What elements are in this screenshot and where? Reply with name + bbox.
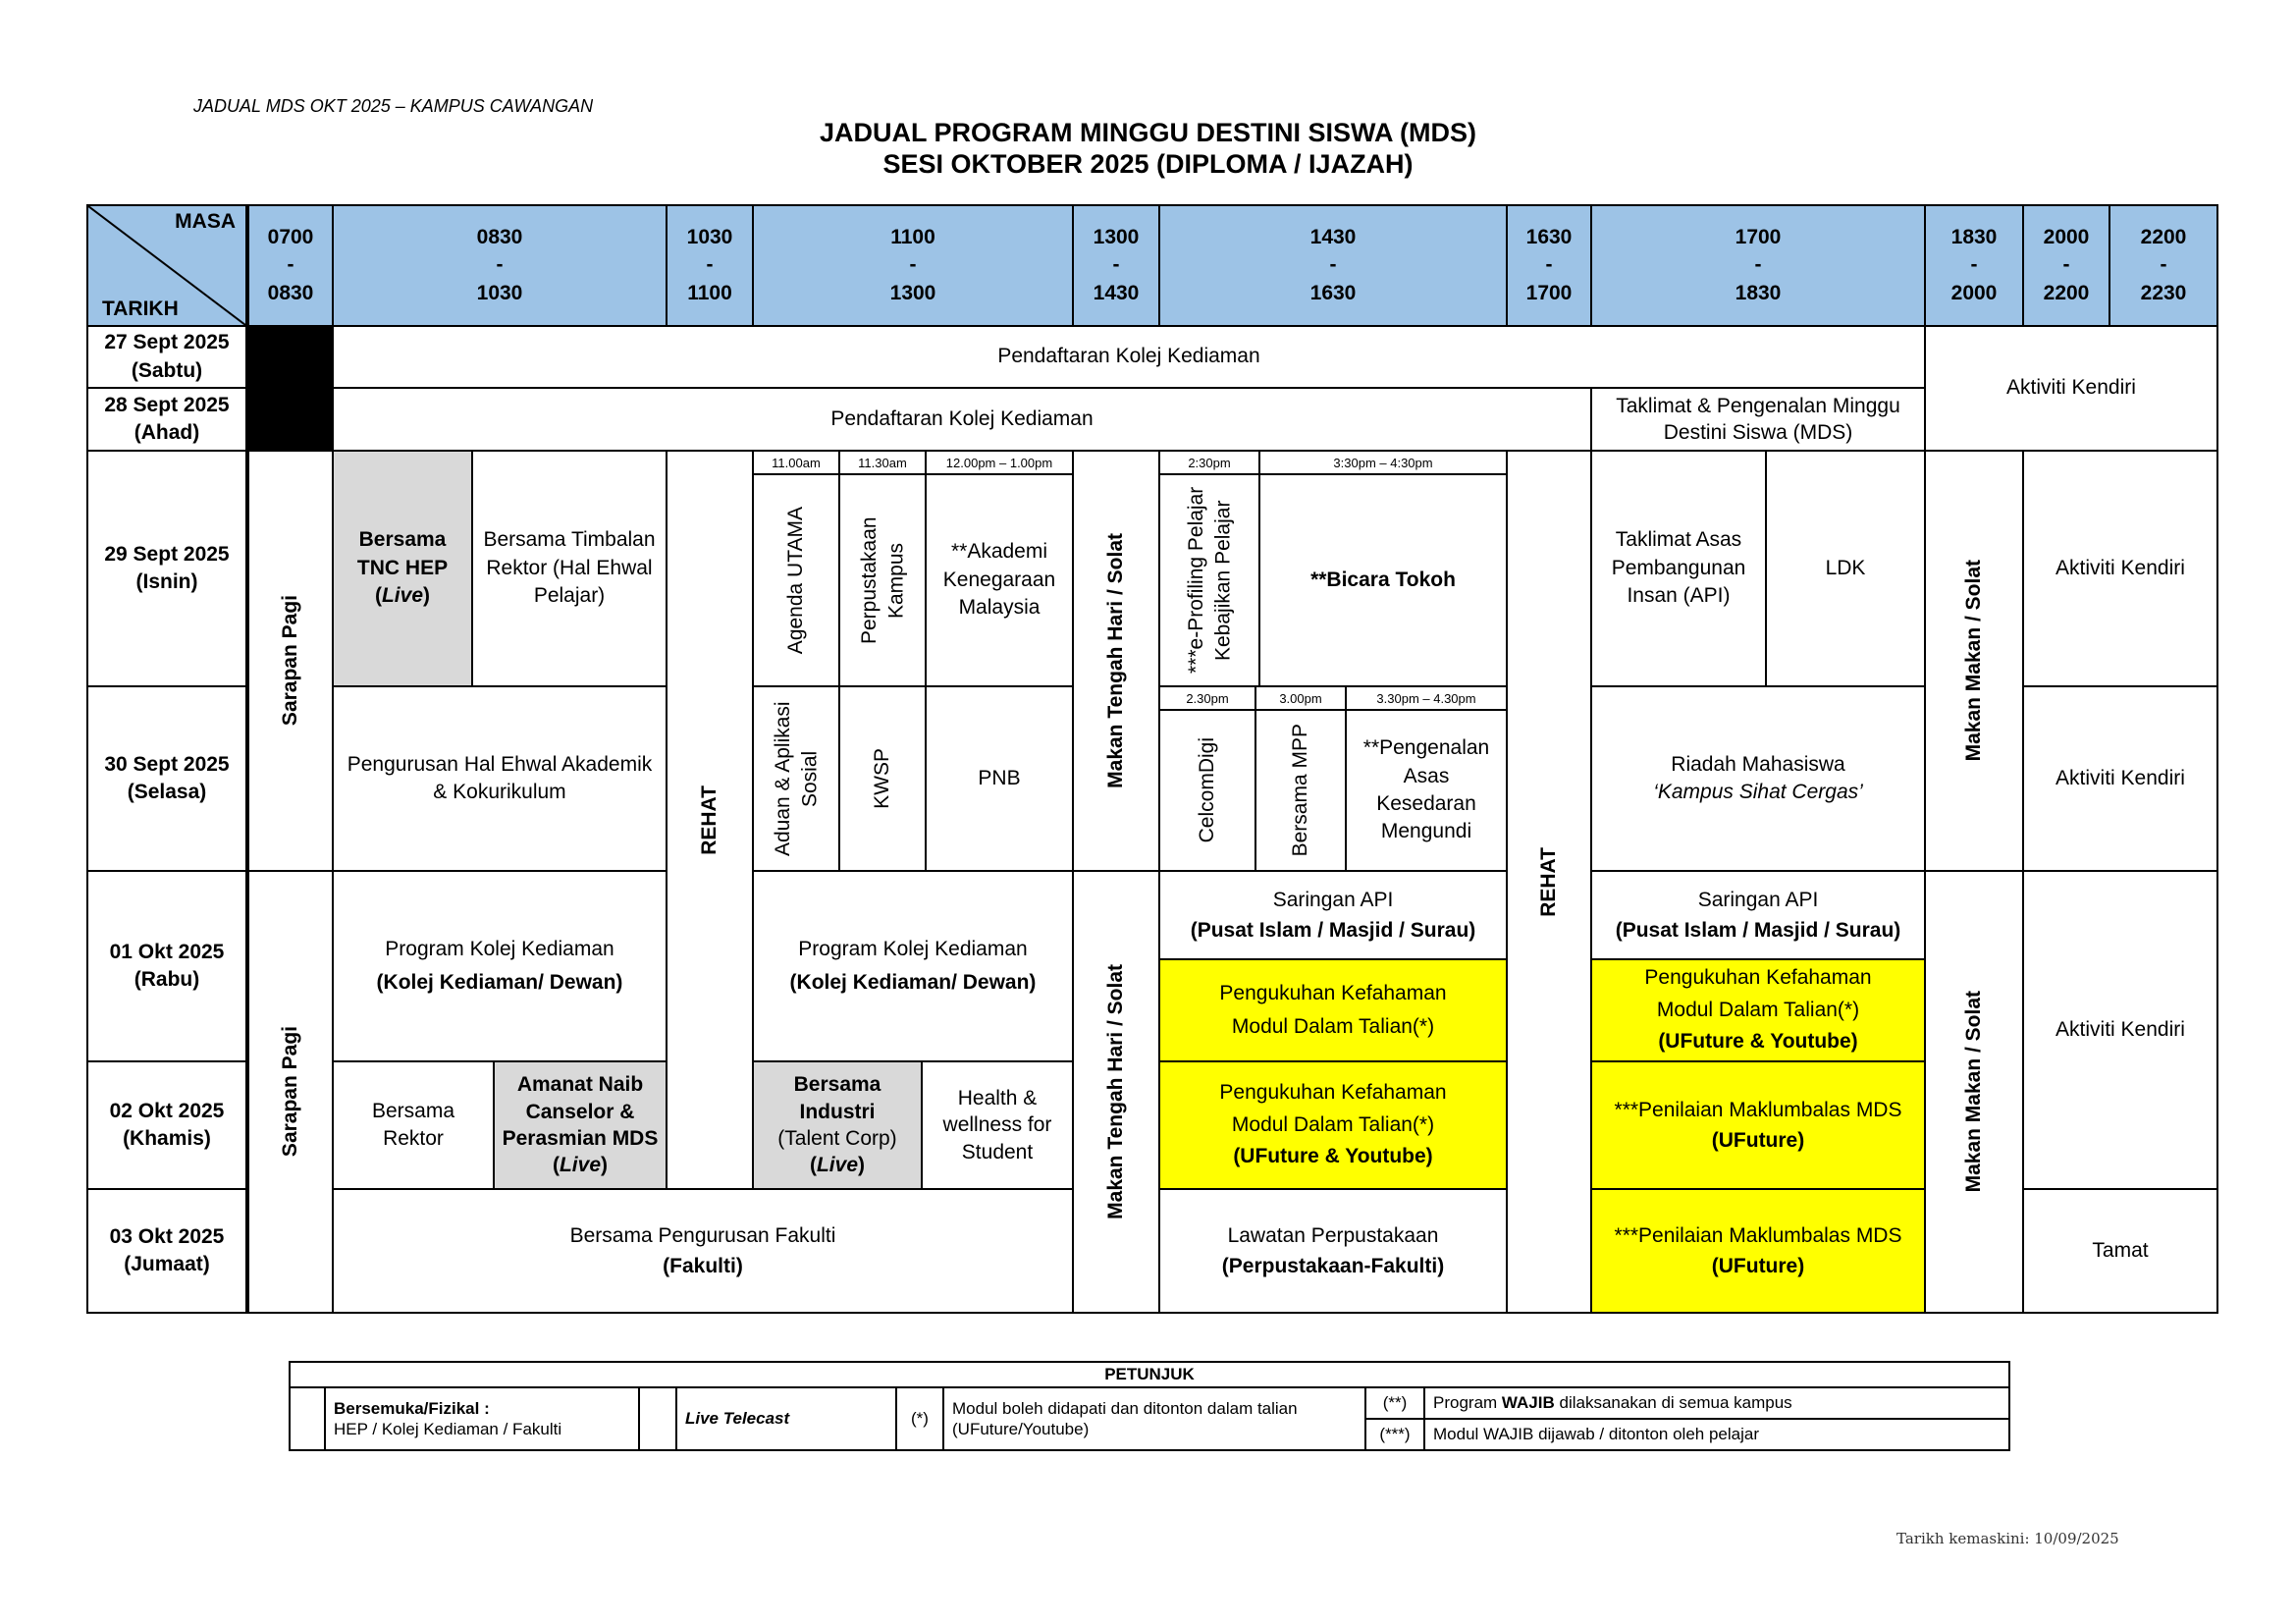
time-1200pm: 12.00pm – 1.00pm	[925, 450, 1074, 475]
pengurusan-hal-ehwal: Pengurusan Hal Ehwal Akademik & Kokurikulum	[332, 685, 667, 872]
time-1100am: 11.00am	[752, 450, 840, 475]
rehat-pagi: REHAT	[666, 450, 754, 1190]
bersama-timbalan-rektor: Bersama Timbalan Rektor (Hal Ehwal Pelajar)	[471, 450, 667, 687]
date-sat: 27 Sept 2025 (Sabtu)	[86, 325, 247, 389]
slot-0700: 0700 - 0830	[247, 204, 334, 327]
slot-2000: 2000 - 2200	[2022, 204, 2110, 327]
taklimat-sun: Taklimat & Pengenalan Minggu Destini Siswa (MDS)	[1590, 387, 1926, 452]
bersama-tnc-hep: Bersama TNC HEP (Live)	[332, 450, 473, 687]
program-kolej-kediaman-tengah-hari: Program Kolej Kediaman (Kolej Kediaman/ Dewan)	[752, 870, 1074, 1062]
aktiviti-kendiri-wed-thu: Aktiviti Kendiri	[2022, 870, 2218, 1190]
program-kolej-kediaman-pagi: Program Kolej Kediaman (Kolej Kediaman/ Dewan)	[332, 870, 667, 1062]
time-230pm-mon: 2:30pm	[1158, 450, 1260, 475]
tamat: Tamat	[2022, 1188, 2218, 1314]
time-300pm-tue: 3.00pm	[1255, 685, 1347, 711]
date-fri: 03 Okt 2025 (Jumaat)	[86, 1188, 247, 1314]
lawatan-perpustakaan: Lawatan Perpustakaan (Perpustakaan-Fakulti)	[1158, 1188, 1508, 1314]
sarapan-pagi-wed-fri: Sarapan Pagi	[247, 870, 334, 1314]
slot-1030: 1030 - 1100	[666, 204, 754, 327]
bersama-rektor: Bersama Rektor	[332, 1060, 495, 1190]
legend-title: PETUNJUK	[289, 1361, 2010, 1388]
legend-live: Live Telecast	[675, 1386, 897, 1451]
bersama-mpp: Bersama MPP	[1255, 709, 1347, 872]
makan-malam-mon-tue: Makan Makan / Solat	[1924, 450, 2024, 872]
e-profiling: ***e-Profiling Pelajar Kebajikan Pelajar	[1158, 473, 1260, 687]
date-sun: 28 Sept 2025 (Ahad)	[86, 387, 247, 452]
date-mon: 29 Sept 2025 (Isnin)	[86, 450, 247, 687]
live-tag: Live	[816, 1154, 859, 1177]
running-header: JADUAL MDS OKT 2025 – KAMPUS CAWANGAN	[193, 96, 594, 116]
penilaian-maklumbalas-fri: ***Penilaian Maklumbalas MDS (UFuture)	[1590, 1188, 1926, 1314]
masa-label: MASA	[175, 210, 236, 233]
pengenalan-asas-kesedaran-mengundi: **Pengenalan Asas Kesedaran Mengundi	[1345, 709, 1508, 872]
legend-tstar-mark: (***)	[1364, 1418, 1425, 1451]
date-thu: 02 Okt 2025 (Khamis)	[86, 1060, 247, 1190]
legend-fizikal: Bersemuka/Fizikal : HEP / Kolej Kediaman / Fakulti	[324, 1386, 640, 1451]
bersama-pengurusan-fakulti: Bersama Pengurusan Fakulti (Fakulti)	[332, 1188, 1074, 1314]
time-330pm-tue: 3.30pm – 4.30pm	[1345, 685, 1508, 711]
saringan-api-petang: Saringan API (Pusat Islam / Masjid / Surau)	[1158, 870, 1508, 960]
time-1130am: 11.30am	[838, 450, 927, 475]
celcomdigi: CelcomDigi	[1158, 709, 1256, 872]
pendaftaran-sat: Pendaftaran Kolej Kediaman	[332, 325, 1926, 389]
pendaftaran-sun: Pendaftaran Kolej Kediaman	[332, 387, 1592, 452]
time-230pm-tue: 2.30pm	[1158, 685, 1256, 711]
slot-1830: 1830 - 2000	[1924, 204, 2024, 327]
pengukuhan-kefahaman-wed-petang: Pengukuhan Kefahaman Modul Dalam Talian(*)	[1158, 958, 1508, 1062]
pnb: PNB	[925, 685, 1074, 872]
date-wed: 01 Okt 2025 (Rabu)	[86, 870, 247, 1062]
page-title-line2: SESI OKTOBER 2025 (DIPLOMA / IJAZAH)	[882, 149, 1414, 179]
date-tue: 30 Sept 2025 (Selasa)	[86, 685, 247, 872]
legend-dstar-mark: (**)	[1364, 1386, 1425, 1420]
legend-swatch-live	[638, 1386, 677, 1451]
rehat-petang: REHAT	[1506, 450, 1592, 1314]
slot-1100: 1100 - 1300	[752, 204, 1074, 327]
bicara-tokoh: **Bicara Tokoh	[1258, 473, 1508, 687]
slot-2200: 2200 - 2230	[2109, 204, 2218, 327]
page-title-line1: JADUAL PROGRAM MINGGU DESTINI SISWA (MDS)	[819, 118, 1476, 147]
legend-dstar-desc: Program WAJIB dilaksanakan di semua kampus	[1423, 1386, 2010, 1420]
updated-date: Tarikh kemaskini: 10/09/2025	[1896, 1530, 2119, 1547]
pengukuhan-kefahaman-wed-malam: Pengukuhan Kefahaman Modul Dalam Talian(*) (UFuture & Youtube)	[1590, 958, 1926, 1062]
aktiviti-kendiri-mon: Aktiviti Kendiri	[2022, 450, 2218, 687]
makan-tengah-hari-wed-fri: Makan Tengah Hari / Solat	[1072, 870, 1160, 1314]
legend-tstar-desc: Modul WAJIB dijawab / ditonton oleh pelajar	[1423, 1418, 2010, 1451]
akademi-kenegaraan: **Akademi Kenegaraan Malaysia	[925, 473, 1074, 687]
health-wellness: Health & wellness for Student	[921, 1060, 1074, 1190]
aktiviti-kendiri-tue: Aktiviti Kendiri	[2022, 685, 2218, 872]
agenda-utama: Agenda UTAMA	[752, 473, 840, 687]
kwsp: KWSP	[838, 685, 927, 872]
taklimat-asas-api: Taklimat Asas Pembangunan Insan (API)	[1590, 450, 1767, 687]
legend-online: Modul boleh didapati dan ditonton dalam talian (UFuture/Youtube)	[942, 1386, 1366, 1451]
slot-0830: 0830 - 1030	[332, 204, 667, 327]
penilaian-maklumbalas-thu: ***Penilaian Maklumbalas MDS (UFuture)	[1590, 1060, 1926, 1190]
amanat-naib-canselor: Amanat Naib Canselor & Perasmian MDS (Live)	[493, 1060, 667, 1190]
riadah-mahasiswa: Riadah Mahasiswa ‘Kampus Sihat Cergas’	[1590, 685, 1926, 872]
time-330pm-mon: 3:30pm – 4:30pm	[1258, 450, 1508, 475]
blank-sun-0700	[247, 387, 334, 452]
ldk: LDK	[1765, 450, 1926, 687]
tarikh-label: TARIKH	[102, 297, 179, 320]
aktiviti-kendiri-weekend: Aktiviti Kendiri	[1924, 325, 2218, 452]
legend-swatch-online: (*)	[895, 1386, 944, 1451]
slot-1300: 1300 - 1430	[1072, 204, 1160, 327]
live-tag: Live	[559, 1154, 602, 1177]
perpustakaan-kampus: Perpustakaan Kampus	[838, 473, 927, 687]
pengukuhan-kefahaman-thu: Pengukuhan Kefahaman Modul Dalam Talian(*) (UFuture & Youtube)	[1158, 1060, 1508, 1190]
slot-1630: 1630 - 1700	[1506, 204, 1592, 327]
slot-1430: 1430 - 1630	[1158, 204, 1508, 327]
slot-1700: 1700 - 1830	[1590, 204, 1926, 327]
header-corner	[86, 204, 247, 327]
live-tag: Live	[381, 584, 424, 608]
aduan-aplikasi-sosial: Aduan & Aplikasi Sosial	[752, 685, 840, 872]
sarapan-pagi-mon-tue: Sarapan Pagi	[247, 450, 334, 872]
saringan-api-malam: Saringan API (Pusat Islam / Masjid / Surau)	[1590, 870, 1926, 960]
makan-malam-wed-fri: Makan Makan / Solat	[1924, 870, 2024, 1314]
blank-sat-0700	[247, 325, 334, 389]
bersama-industri: Bersama Industri (Talent Corp) (Live)	[752, 1060, 923, 1190]
legend-swatch-fizikal	[289, 1386, 326, 1451]
makan-tengah-hari-mon-tue: Makan Tengah Hari / Solat	[1072, 450, 1160, 872]
